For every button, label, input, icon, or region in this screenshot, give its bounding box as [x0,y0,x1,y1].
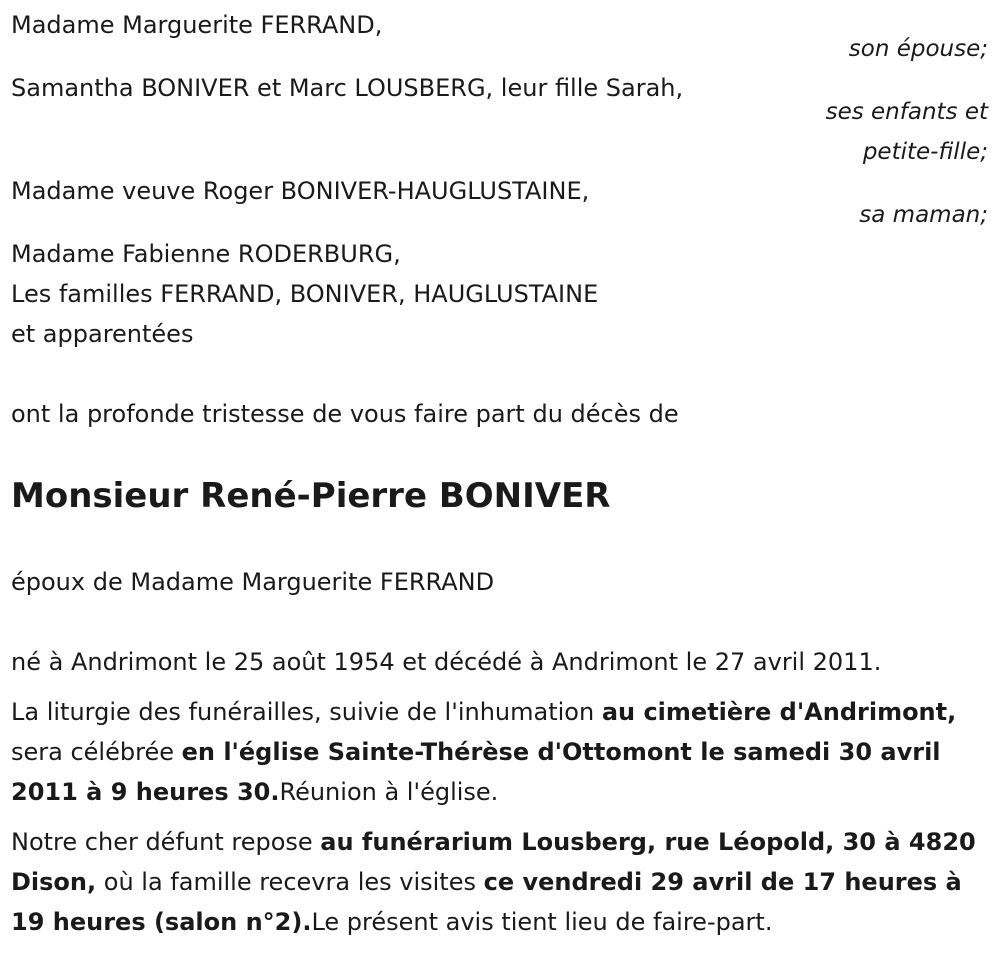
relative-name: Madame Fabienne RODERBURG, [11,240,401,268]
notice-statement: Le présent avis tient lieu de faire-part. [311,908,773,936]
deceased-name: Monsieur René-Pierre BONIVER [11,476,611,516]
funeral-home-address: au funérarium Lousberg, rue Léopold, 30 à 4820 Dison, [11,828,976,896]
spouse-name: Madame Marguerite FERRAND, [11,11,383,39]
visitation-paragraph [11,822,986,942]
mother-role: sa maman; [859,202,988,228]
spouse-line: époux de Madame Marguerite FERRAND [11,568,495,596]
cemetery-location: au cimetière d'Andrimont, [601,698,957,726]
birth-death-line: né à Andrimont le 25 août 1954 et décédé à Andrimont le 27 avril 2011. [11,648,882,676]
church-date-time: en l'église Sainte-Thérèse d'Ottomont le samedi 30 avril 2011 à 9 heures 30. [11,738,941,806]
spouse-role: son épouse; [848,36,988,62]
mother-name: Madame veuve Roger BONIVER-HAUGLUSTAINE, [11,177,590,205]
visitation-text: Notre cher défunt repose [11,828,321,856]
funeral-meeting: Réunion à l'église. [279,778,499,806]
funeral-text: sera célébrée [11,738,182,766]
children-role-line-1: ses enfants et [825,99,988,125]
children-role-line-2: petite-fille; [862,139,988,165]
families-line: Les familles FERRAND, BONIVER, HAUGLUSTAINE [11,280,599,308]
visitation-hours: ce vendredi 29 avril de 17 heures à 19 heures (salon n°2). [11,868,962,936]
funeral-text: La liturgie des funérailles, suivie de l'inhumation [11,698,602,726]
visitation-text: où la famille recevra les visites [96,868,484,896]
relatives-line: et apparentées [11,320,194,348]
funeral-paragraph [11,692,986,812]
children-names: Samantha BONIVER et Marc LOUSBERG, leur fille Sarah, [11,74,684,102]
announcement-text: ont la profonde tristesse de vous faire part du décès de [11,400,679,428]
